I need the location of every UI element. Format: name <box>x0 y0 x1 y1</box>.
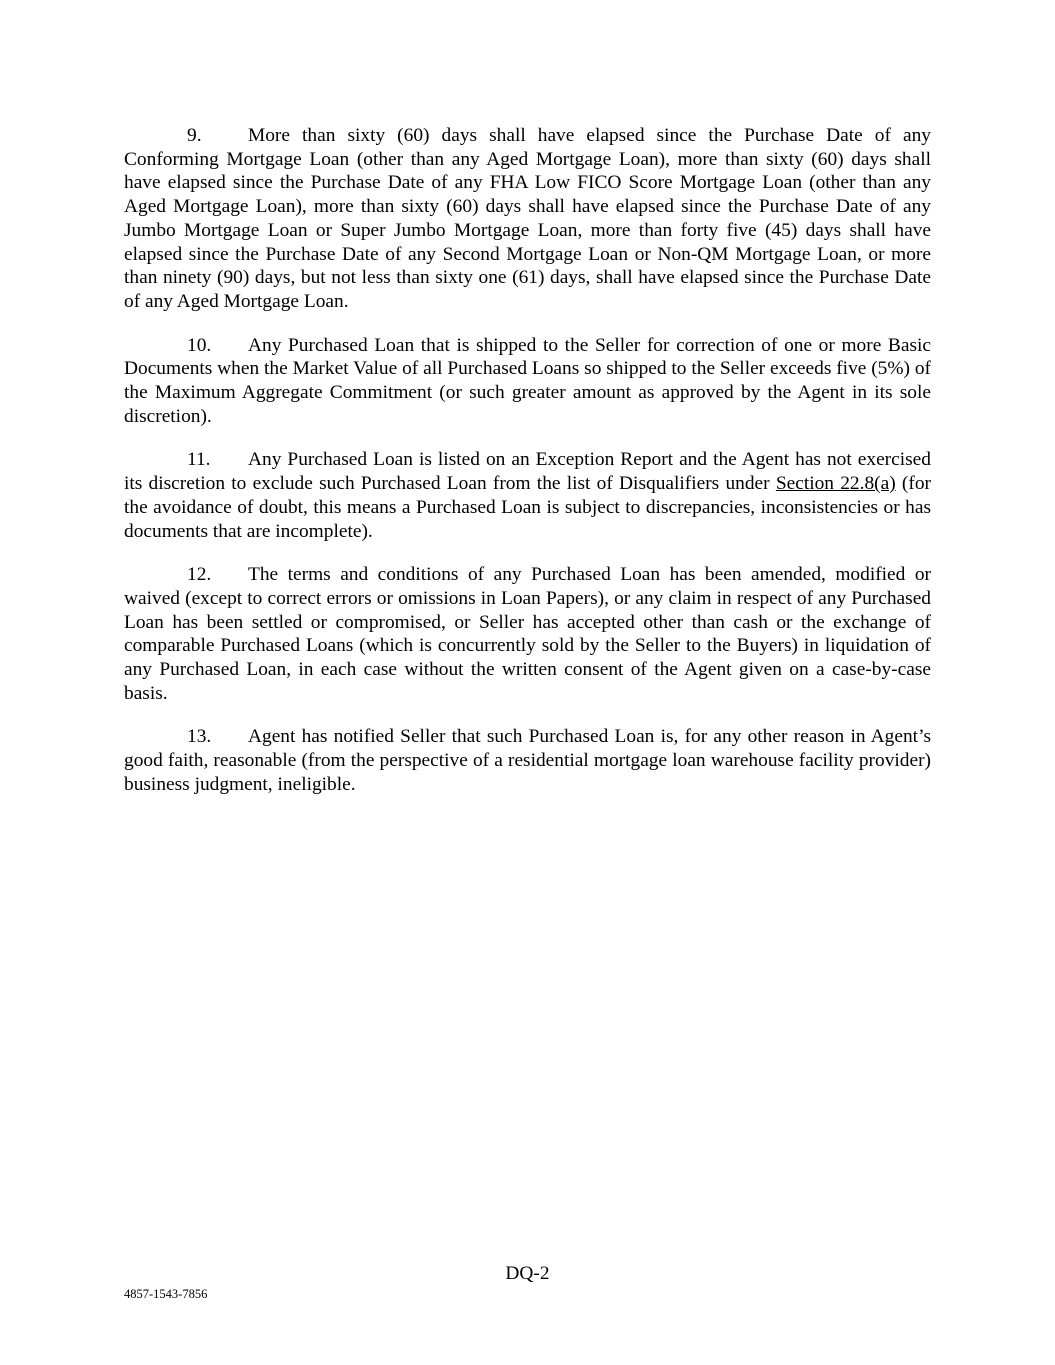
paragraph-text-continued: (for the avoidance of doubt, this means a Purchased Loan is subject to discrepancies, inconsistencies or has documents that are incomplete). <box>124 473 932 542</box>
paragraph-number: 10. <box>187 334 212 356</box>
paragraph-number: 11. <box>187 449 211 471</box>
paragraph-text: More than sixty (60) days shall have elapsed since the Purchase Date of any Conforming Mortgage Loan (other than any Aged Mortgage Loan), more than sixty (60) days shall have elapsed since the Purchase Date of any FHA Low FICO Score Mortgage Loan (other than any Aged Mortgage Loan), more than sixty (60) days shall have elapsed since the Purchase Date of any Jumbo Mortgage Loan or Super Jumbo Mortgage Loan, more than forty five (45) days shall have elapsed since the Purchase Date of any Second Mortgage Loan or Non-QM Mortgage Loan, or more than ninety (90) days, but not less than sixty one (61) days, shall have elapsed since the Purchase Date of any Aged Mortgage Loan. <box>124 125 931 312</box>
paragraph-text: The terms and conditions of any Purchased Loan has been amended, modified or waived (except to correct errors or omissions in Loan Papers), or any claim in respect of any Purchased Loan has been settled or compromised, or Seller has accepted other than cash or the exchange of comparable Purchased Loans (which is concurrently sold by the Seller to the Buyers) in liquidation of any Purchased Loan, in each case without the written consent of the Agent given on a case-by-case basis. <box>124 564 931 704</box>
section-reference: Section 22.8(a) <box>775 473 896 495</box>
paragraph-9 <box>124 124 931 314</box>
paragraph-text: Agent has notified Seller that such Purchased Loan is, for any other reason in Agent’s good faith, reasonable (from the perspective of a residential mortgage loan warehouse facility provider) business judgment, ineligible. <box>124 726 931 795</box>
paragraph-11 <box>124 448 931 543</box>
paragraph-12 <box>124 563 931 705</box>
document-id: 4857-1543-7856 <box>124 1287 208 1301</box>
paragraph-text: Any Purchased Loan is listed on an Exception Report and the Agent has not exercised its discretion to exclude such Purchased Loan from the list of Disqualifiers under <box>124 449 931 495</box>
paragraph-number: 12. <box>187 564 212 586</box>
paragraph-10 <box>124 334 931 429</box>
paragraph-text: Any Purchased Loan that is shipped to the Seller for correction of one or more Basic Documents when the Market Value of all Purchased Loans so shipped to the Seller exceeds five (5%) of the Maximum Aggregate Commitment (or such greater amount as approved by the Agent in its sole discretion). <box>124 334 931 427</box>
paragraph-13 <box>124 725 931 796</box>
document-body <box>124 124 931 817</box>
page-number: DQ-2 <box>505 1263 550 1284</box>
paragraph-number: 13. <box>187 726 212 748</box>
paragraph-number: 9. <box>187 125 202 146</box>
